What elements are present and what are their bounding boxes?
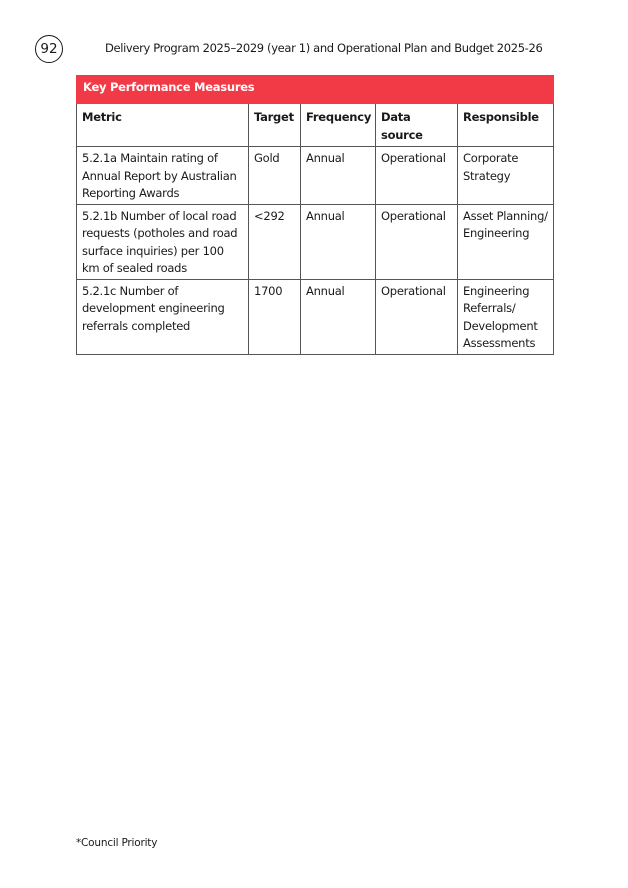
column-header-metric: Metric — [77, 104, 249, 147]
target-cell: Gold — [249, 147, 301, 205]
data-source-cell: Operational — [376, 279, 458, 354]
table-row — [77, 147, 554, 205]
page-number-label: 92 — [40, 41, 58, 57]
key-performance-measures-table — [76, 75, 554, 355]
data-source-cell: Operational — [376, 147, 458, 205]
table-title: Key Performance Measures — [77, 76, 554, 104]
metric-cell: 5.2.1c Number of development engineering referrals completed — [77, 279, 249, 354]
column-header-data-source: Data source — [376, 104, 458, 147]
table-header-row — [77, 104, 554, 147]
responsible-cell: Asset Planning/ Engineering — [458, 204, 554, 279]
target-cell: <292 — [249, 204, 301, 279]
responsible-cell: Engineering Referrals/ Development Assessments — [458, 279, 554, 354]
frequency-cell: Annual — [301, 279, 376, 354]
frequency-cell: Annual — [301, 204, 376, 279]
column-header-responsible: Responsible — [458, 104, 554, 147]
data-source-cell: Operational — [376, 204, 458, 279]
page-number — [35, 35, 63, 63]
metric-cell: 5.2.1a Maintain rating of Annual Report by Australian Reporting Awards — [77, 147, 249, 205]
footnote: *Council Priority — [76, 837, 158, 849]
responsible-cell: Corporate Strategy — [458, 147, 554, 205]
column-header-target: Target — [249, 104, 301, 147]
column-header-frequency: Frequency — [301, 104, 376, 147]
target-cell: 1700 — [249, 279, 301, 354]
table-row — [77, 279, 554, 354]
header-title: Delivery Program 2025–2029 (year 1) and Operational Plan and Budget 2025-26 — [105, 41, 543, 55]
table-row — [77, 204, 554, 279]
frequency-cell: Annual — [301, 147, 376, 205]
metric-cell: 5.2.1b Number of local road requests (potholes and road surface inquiries) per 100 km of sealed roads — [77, 204, 249, 279]
